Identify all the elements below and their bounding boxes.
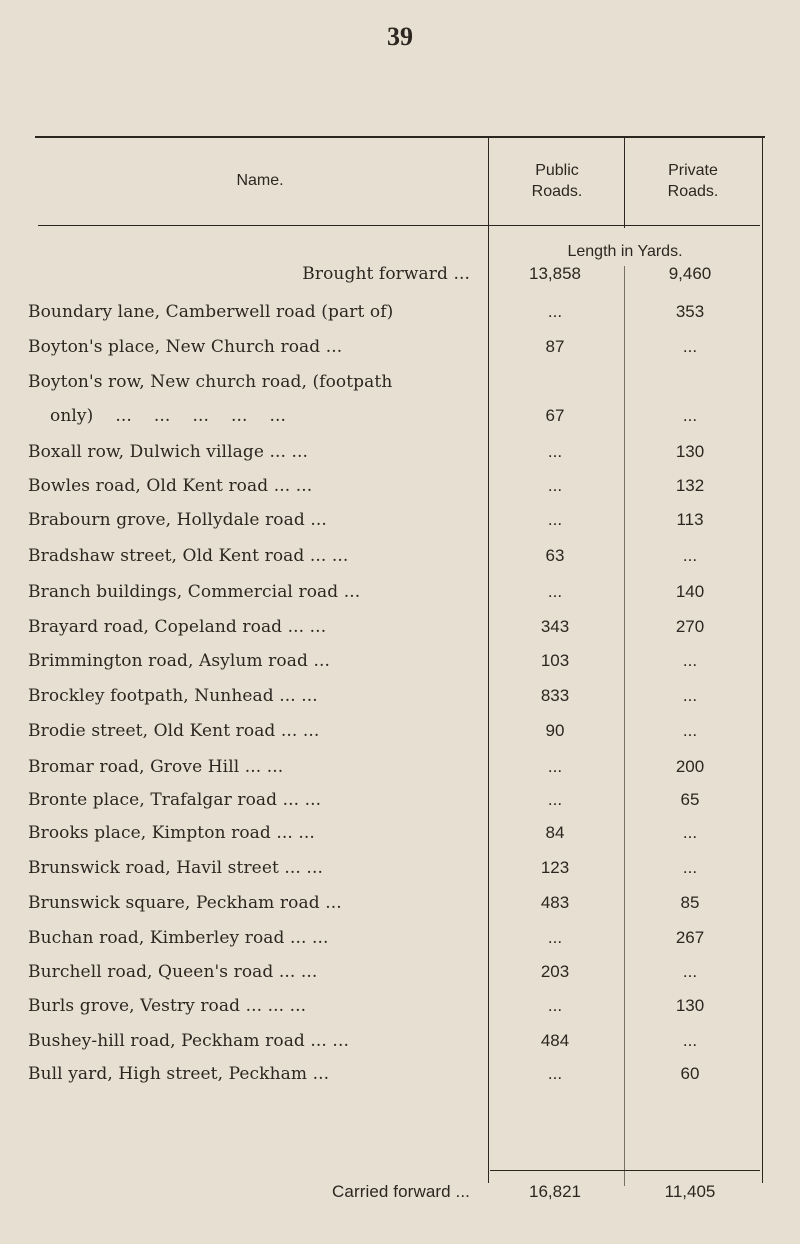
public-length: 87 <box>545 337 565 356</box>
public-private-divider-rule <box>624 138 625 228</box>
public-length: ... <box>547 582 563 601</box>
road-name: Brayard road, Copeland road ... ... <box>28 617 327 637</box>
public-length: ... <box>547 928 563 947</box>
private-length: 85 <box>680 893 700 912</box>
table-row <box>0 476 800 504</box>
table-row <box>0 757 800 785</box>
road-name: Boundary lane, Camberwell road (part of) <box>28 302 394 322</box>
road-name: Burls grove, Vestry road ... ... ... <box>28 996 307 1016</box>
private-length: ... <box>682 406 698 425</box>
table-row <box>0 510 800 538</box>
private-length: 60 <box>680 1064 700 1083</box>
private-length: ... <box>682 546 698 565</box>
table-row <box>0 790 800 818</box>
header-name <box>40 170 480 191</box>
header-public-line-1: Public <box>535 162 579 179</box>
table-row <box>0 582 800 610</box>
public-length: ... <box>547 510 563 529</box>
road-name: Brooks place, Kimpton road ... ... <box>28 823 315 843</box>
road-name: Brunswick square, Peckham road ... <box>28 893 342 913</box>
table-row <box>0 617 800 645</box>
private-length: 140 <box>675 582 705 601</box>
road-name: Boyton's row, New church road, (footpath <box>28 372 393 392</box>
road-name: Bushey-hill road, Peckham road ... ... <box>28 1031 349 1051</box>
road-name: Bowles road, Old Kent road ... ... <box>28 476 313 496</box>
public-length: 833 <box>540 686 570 705</box>
road-name: Burchell road, Queen's road ... ... <box>28 962 318 982</box>
table-top-rule <box>35 136 765 138</box>
private-length: 200 <box>675 757 705 776</box>
header-private-line-1: Private <box>668 162 718 179</box>
carried-forward-private: 11,405 <box>664 1182 716 1201</box>
private-length: ... <box>682 651 698 670</box>
public-length: ... <box>547 302 563 321</box>
table-row <box>0 996 800 1024</box>
table-row <box>0 406 800 434</box>
public-length: ... <box>547 790 563 809</box>
public-length: 483 <box>540 893 570 912</box>
table-row <box>0 1031 800 1059</box>
private-length: 65 <box>680 790 700 809</box>
road-name: only) ... ... ... ... ... <box>28 406 287 426</box>
public-length: 67 <box>545 406 565 425</box>
header-bottom-rule <box>38 225 760 226</box>
table-row <box>0 721 800 749</box>
road-name: Boxall row, Dulwich village ... ... <box>28 442 309 462</box>
table-row <box>0 337 800 365</box>
private-length: ... <box>682 858 698 877</box>
public-length: ... <box>547 442 563 461</box>
page-number: 39 <box>387 22 413 51</box>
brought-forward-public: 13,858 <box>529 264 581 283</box>
private-length: 130 <box>675 996 705 1015</box>
private-length: 270 <box>675 617 705 636</box>
public-length: 484 <box>540 1031 570 1050</box>
header-name-label: Name. <box>236 172 284 189</box>
road-name: Brabourn grove, Hollydale road ... <box>28 510 327 530</box>
public-length: ... <box>547 476 563 495</box>
private-length: ... <box>682 962 698 981</box>
road-name: Boyton's place, New Church road ... <box>28 337 343 357</box>
public-length: ... <box>547 1064 563 1083</box>
table-row <box>0 893 800 921</box>
length-caption: Length in Yards. <box>567 243 683 260</box>
brought-forward-private: 9,460 <box>668 264 712 283</box>
carried-forward-row <box>0 1182 800 1210</box>
private-length: 267 <box>675 928 705 947</box>
road-name: Buchan road, Kimberley road ... ... <box>28 928 329 948</box>
table-row <box>0 651 800 679</box>
private-length: 132 <box>675 476 705 495</box>
road-name: Bull yard, High street, Peckham ... <box>28 1064 330 1084</box>
public-length: 63 <box>545 546 565 565</box>
table-row <box>0 372 800 400</box>
table-row <box>0 823 800 851</box>
header-private-roads <box>626 160 760 202</box>
brought-forward-row <box>0 264 800 292</box>
private-length: 353 <box>675 302 705 321</box>
public-length: 103 <box>540 651 570 670</box>
header-public-line-2: Roads. <box>531 183 583 200</box>
public-length: 123 <box>540 858 570 877</box>
private-length: ... <box>682 686 698 705</box>
road-name: Branch buildings, Commercial road ... <box>28 582 361 602</box>
private-length: ... <box>682 721 698 740</box>
road-name: Brimmington road, Asylum road ... <box>28 651 330 671</box>
public-length: 203 <box>540 962 570 981</box>
table-row <box>0 302 800 330</box>
private-length: 130 <box>675 442 705 461</box>
public-length: 90 <box>545 721 565 740</box>
carried-forward-public: 16,821 <box>529 1182 581 1201</box>
private-length: ... <box>682 823 698 842</box>
road-name: Brockley footpath, Nunhead ... ... <box>28 686 318 706</box>
table-row <box>0 686 800 714</box>
table-row <box>0 546 800 574</box>
public-length: 84 <box>545 823 565 842</box>
table-row <box>0 442 800 470</box>
totals-rule <box>490 1170 760 1171</box>
table-row <box>0 1064 800 1092</box>
road-name: Bromar road, Grove Hill ... ... <box>28 757 284 777</box>
road-name: Bronte place, Trafalgar road ... ... <box>28 790 322 810</box>
header-public-roads <box>490 160 624 202</box>
public-length: ... <box>547 996 563 1015</box>
table-row <box>0 928 800 956</box>
private-length: 113 <box>676 510 704 529</box>
private-length: ... <box>682 1031 698 1050</box>
public-length: ... <box>547 757 563 776</box>
road-name: Brunswick road, Havil street ... ... <box>28 858 323 878</box>
public-length: 343 <box>540 617 570 636</box>
table-row <box>0 962 800 990</box>
road-name: Brodie street, Old Kent road ... ... <box>28 721 320 741</box>
header-private-line-2: Roads. <box>667 183 719 200</box>
road-name: Bradshaw street, Old Kent road ... ... <box>28 546 349 566</box>
private-length: ... <box>682 337 698 356</box>
table-row <box>0 858 800 886</box>
carried-forward-label: Carried forward ... <box>332 1182 470 1201</box>
brought-forward-label: Brought forward ... <box>302 264 470 284</box>
